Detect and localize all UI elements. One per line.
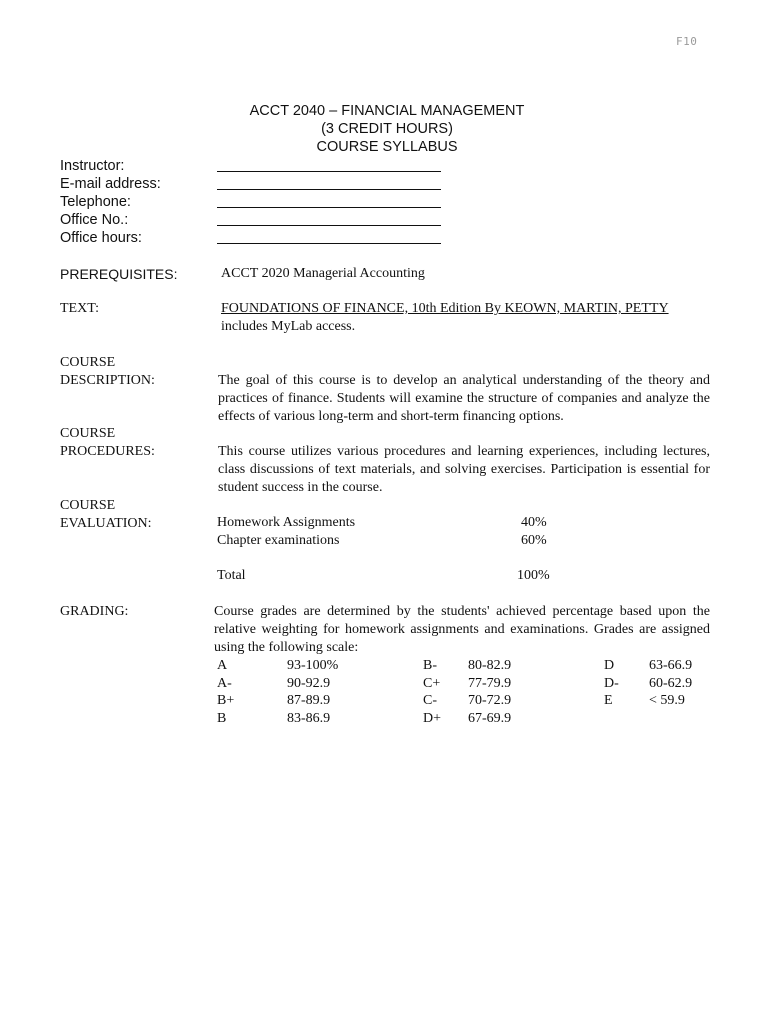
prerequisites-value: ACCT 2020 Managerial Accounting <box>221 266 425 281</box>
office-no-label: Office No.: <box>60 212 129 228</box>
grade-letter: E <box>604 693 613 708</box>
title-course: ACCT 2040 – FINANCIAL MANAGEMENT <box>249 103 525 119</box>
description-label <box>60 354 155 390</box>
grade-range: 80-82.9 <box>468 658 512 673</box>
eval-total-value: 100% <box>517 568 550 583</box>
grade-letter: A- <box>217 676 232 691</box>
office-hours-label: Office hours: <box>60 230 142 246</box>
evaluation-label-line2: EVALUATION: <box>60 516 152 531</box>
grade-range: 67-69.9 <box>468 711 512 726</box>
instructor-blank-line <box>217 157 441 175</box>
grade-range: 60-62.9 <box>649 676 693 691</box>
eval-weight-homework: 40% <box>521 515 547 530</box>
document-title <box>0 102 770 156</box>
grade-letter: B <box>217 711 227 726</box>
grade-letter: D <box>604 658 615 673</box>
description-label-line2: DESCRIPTION: <box>60 373 155 388</box>
instructor-info-blanks <box>217 157 441 247</box>
grade-range: 87-89.9 <box>287 693 331 708</box>
eval-item-exams: Chapter examinations <box>217 533 340 548</box>
office-hours-blank-line <box>217 229 441 247</box>
grading-body: Course grades are determined by the students' achieved percentage based upon the relative weighting for homework assignments and examinations. Grades are assigned using the following scale: <box>214 604 710 655</box>
instructor-info-labels <box>60 157 161 247</box>
grade-letter: D+ <box>423 711 442 726</box>
grade-letter: A <box>217 658 228 673</box>
title-credit-hours: (3 CREDIT HOURS) <box>321 121 453 137</box>
grade-range: 90-92.9 <box>287 676 331 691</box>
evaluation-label-line1: COURSE <box>60 498 116 513</box>
procedures-body: This course utilizes various procedures and learning experiences, including lectures, class discussions of text materials, and solving exercises. Participation is essential for student success in the course. <box>218 444 710 495</box>
grade-range: 63-66.9 <box>649 658 693 673</box>
eval-item-homework: Homework Assignments <box>217 515 356 530</box>
description-body: The goal of this course is to develop an analytical understanding of the theory and practices of finance. Students will examine the structure of companies and analyze the effects of various long-term and short-term financing options. <box>218 373 710 424</box>
title-syllabus: COURSE SYLLABUS <box>316 139 458 155</box>
email-label: E-mail address: <box>60 176 161 192</box>
grade-letter: D- <box>604 676 619 691</box>
grade-letter: C- <box>423 693 437 708</box>
telephone-label: Telephone: <box>60 194 131 210</box>
description-label-line1: COURSE <box>60 355 116 370</box>
instructor-label: Instructor: <box>60 158 125 174</box>
grade-range: 93-100% <box>287 658 339 673</box>
prerequisites-label: PREREQUISITES: <box>60 266 178 282</box>
text-label: TEXT: <box>60 301 99 316</box>
eval-total-label: Total <box>217 568 246 583</box>
grade-range: 70-72.9 <box>468 693 512 708</box>
eval-weight-exams: 60% <box>521 533 547 548</box>
grade-range: < 59.9 <box>649 693 685 708</box>
page-id: F10 <box>676 35 698 48</box>
grade-range: 77-79.9 <box>468 676 512 691</box>
procedures-label <box>60 425 155 461</box>
procedures-label-line2: PROCEDURES: <box>60 444 155 459</box>
email-blank-line <box>217 175 441 193</box>
office-no-blank-line <box>217 211 441 229</box>
procedures-label-line1: COURSE <box>60 426 116 441</box>
grade-range: 83-86.9 <box>287 711 331 726</box>
evaluation-label <box>60 497 152 533</box>
grade-letter: B+ <box>217 693 235 708</box>
telephone-blank-line <box>217 193 441 211</box>
grade-letter: B- <box>423 658 437 673</box>
grade-letter: C+ <box>423 676 441 691</box>
textbook-note: includes MyLab access. <box>221 319 356 334</box>
grading-label: GRADING: <box>60 604 129 619</box>
textbook-title: FOUNDATIONS OF FINANCE, 10th Edition By KEOWN, MARTIN, PETTY <box>221 301 669 316</box>
